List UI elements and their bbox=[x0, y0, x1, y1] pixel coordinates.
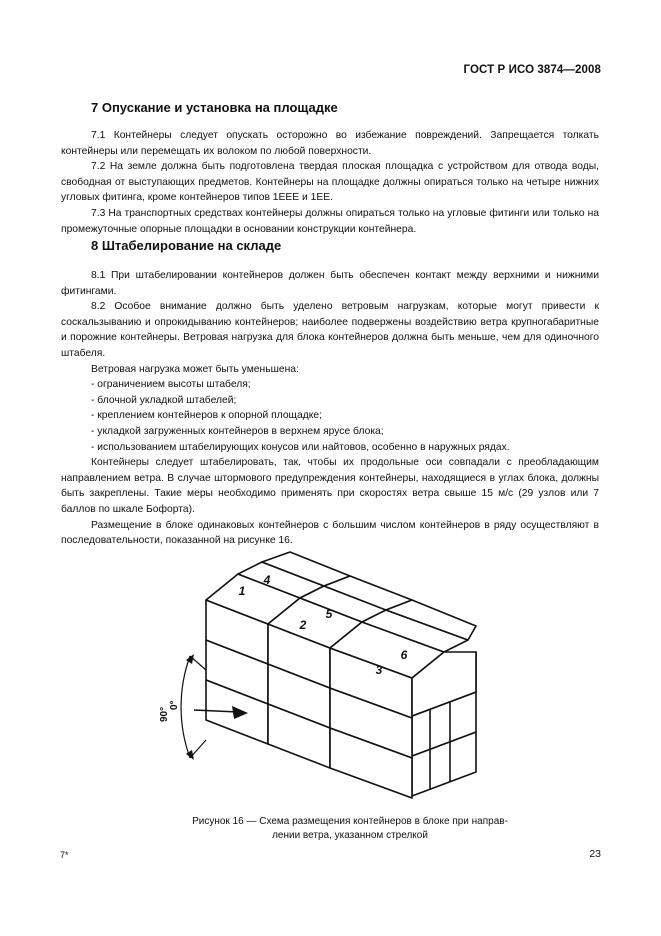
container-number-2: 2 bbox=[299, 618, 307, 632]
angle-label-0: 0° bbox=[169, 700, 180, 710]
paragraph-wind-intro: Ветровая нагрузка может быть уменьшена: bbox=[91, 363, 299, 375]
figure-caption bbox=[160, 815, 540, 842]
print-mark: 7* bbox=[60, 850, 69, 860]
paragraph-7-1: 7.1 Контейнеры следует опускать осторожно во избежание повреждений. Запрещается толкать контейнеры или перемещать их волоком по любой поверхности. bbox=[61, 130, 599, 157]
paragraph-orientation: Контейнеры следует штабелировать, так, чтобы их продольные оси совпадали с преобладающим направлением ветра. В случае штормового предупреждения контейнеры, находящиеся в углах блока, должны быть закреплены. Такие меры необходимо применять при скоростях ветра свыше 15 м/с (29 узлов или 7 баллов по шкале Бофорта). bbox=[61, 457, 599, 515]
list-item: - использованием штабелирующих конусов или найтовов, особенно в наружных рядах. bbox=[91, 441, 510, 453]
document-code: ГОСТ Р ИСО 3874—2008 bbox=[463, 64, 601, 76]
container-number-4: 4 bbox=[263, 573, 271, 587]
list-item: - ограничением высоты штабеля; bbox=[91, 379, 251, 391]
section-7-body bbox=[61, 128, 599, 237]
container-number-1: 1 bbox=[238, 584, 246, 598]
wind-angle-arc bbox=[181, 656, 190, 758]
list-item: - креплением контейнеров к опорной площадке; bbox=[91, 410, 322, 422]
list-item: - блочной укладкой штабелей; bbox=[91, 394, 237, 406]
caption-line-2: лении ветра, указанном стрелкой bbox=[272, 829, 428, 841]
section-8-heading: 8 Штабелирование на складе bbox=[91, 238, 282, 253]
container-number-3: 3 bbox=[375, 663, 383, 677]
paragraph-placement: Размещение в блоке одинаковых контейнеров с большим числом контейнеров в ряду осуществляют в последовательности, показанной на рисунке 16. bbox=[61, 519, 599, 547]
container-number-6: 6 bbox=[400, 648, 408, 662]
page-number: 23 bbox=[589, 848, 601, 860]
section-8-body bbox=[61, 268, 599, 549]
caption-line-1: Рисунок 16 — Схема размещения контейнеров в блоке при направ- bbox=[192, 816, 508, 827]
container-number-5: 5 bbox=[325, 607, 333, 621]
container-stacking-diagram bbox=[150, 550, 490, 810]
section-7-heading: 7 Опускание и установка на площадке bbox=[91, 100, 338, 115]
list-item: - укладкой загруженных контейнеров в верхнем ярусе блока; bbox=[91, 425, 384, 437]
paragraph-8-2: 8.2 Особое внимание должно быть уделено ветровым нагрузкам, которые могут привести к соскальзыванию и опрокидыванию контейнеров; наиболее подвержены воздействию ветра крупногабаритные и порожние контейнеры. Ветровая нагрузка для блока контейнеров должна быть меньше, чем для одиночного штабеля. bbox=[61, 301, 599, 359]
paragraph-7-3: 7.3 На транспортных средствах контейнеры должны опираться только на угловые фитинги или только на промежуточные опорные площадки в основании конструкции контейнера. bbox=[61, 207, 599, 235]
paragraph-7-2: 7.2 На земле должна быть подготовлена твердая плоская площадка с устройством для отвода воды, свободная от выступающих предметов. Контейнеры на площадке должны опираться только на четыре нижних угловых фитинга, кроме контейнеров типов 1ЕЕЕ и 1ЕЕ. bbox=[61, 161, 599, 204]
paragraph-8-1: 8.1 При штабелировании контейнеров должен быть обеспечен контакт между верхними и нижними фитингами. bbox=[61, 270, 599, 297]
angle-label-90: 90° bbox=[159, 706, 170, 722]
